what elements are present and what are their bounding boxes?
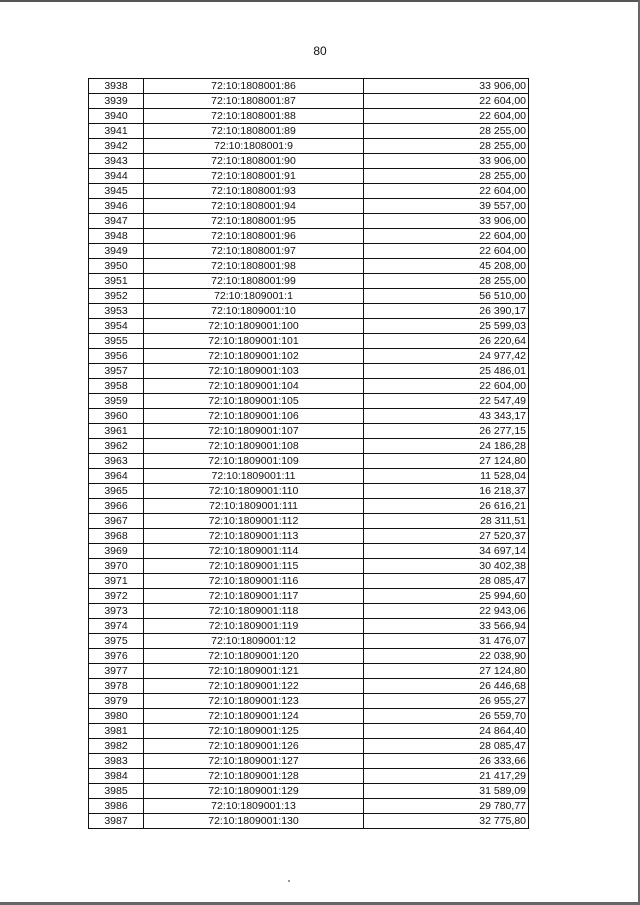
value-cell: 56 510,00 <box>364 289 529 304</box>
value-cell: 22 604,00 <box>364 109 529 124</box>
table-row <box>89 799 529 814</box>
value-cell: 11 528,04 <box>364 469 529 484</box>
cadastral-number-cell: 72:10:1809001:104 <box>144 379 364 394</box>
table-row <box>89 169 529 184</box>
cadastral-number-cell: 72:10:1808001:89 <box>144 124 364 139</box>
row-number-cell: 3938 <box>89 79 144 94</box>
table-row <box>89 574 529 589</box>
table-row <box>89 379 529 394</box>
value-cell: 28 311,51 <box>364 514 529 529</box>
cadastral-number-cell: 72:10:1808001:97 <box>144 244 364 259</box>
cadastral-number-cell: 72:10:1809001:11 <box>144 469 364 484</box>
table-row <box>89 529 529 544</box>
table-row <box>89 289 529 304</box>
row-number-cell: 3979 <box>89 694 144 709</box>
table-row <box>89 739 529 754</box>
table-row <box>89 124 529 139</box>
cadastral-number-cell: 72:10:1809001:10 <box>144 304 364 319</box>
table-row <box>89 649 529 664</box>
cadastral-number-cell: 72:10:1809001:118 <box>144 604 364 619</box>
row-number-cell: 3968 <box>89 529 144 544</box>
cadastral-number-cell: 72:10:1809001:122 <box>144 679 364 694</box>
row-number-cell: 3964 <box>89 469 144 484</box>
cadastral-number-cell: 72:10:1809001:108 <box>144 439 364 454</box>
table-row <box>89 304 529 319</box>
row-number-cell: 3986 <box>89 799 144 814</box>
value-cell: 31 476,07 <box>364 634 529 649</box>
value-cell: 33 906,00 <box>364 79 529 94</box>
table-row <box>89 229 529 244</box>
row-number-cell: 3970 <box>89 559 144 574</box>
table-row <box>89 244 529 259</box>
row-number-cell: 3963 <box>89 454 144 469</box>
value-cell: 28 255,00 <box>364 124 529 139</box>
cadastral-number-cell: 72:10:1809001:116 <box>144 574 364 589</box>
row-number-cell: 3978 <box>89 679 144 694</box>
cadastral-number-cell: 72:10:1809001:103 <box>144 364 364 379</box>
value-cell: 28 255,00 <box>364 139 529 154</box>
cadastral-number-cell: 72:10:1808001:88 <box>144 109 364 124</box>
value-cell: 24 186,28 <box>364 439 529 454</box>
row-number-cell: 3977 <box>89 664 144 679</box>
row-number-cell: 3971 <box>89 574 144 589</box>
cadastral-number-cell: 72:10:1809001:114 <box>144 544 364 559</box>
row-number-cell: 3983 <box>89 754 144 769</box>
row-number-cell: 3943 <box>89 154 144 169</box>
row-number-cell: 3949 <box>89 244 144 259</box>
row-number-cell: 3951 <box>89 274 144 289</box>
value-cell: 29 780,77 <box>364 799 529 814</box>
table-row <box>89 709 529 724</box>
row-number-cell: 3966 <box>89 499 144 514</box>
value-cell: 24 977,42 <box>364 349 529 364</box>
value-cell: 28 085,47 <box>364 574 529 589</box>
table-row <box>89 604 529 619</box>
value-cell: 34 697,14 <box>364 544 529 559</box>
value-cell: 22 604,00 <box>364 229 529 244</box>
row-number-cell: 3946 <box>89 199 144 214</box>
cadastral-number-cell: 72:10:1809001:127 <box>144 754 364 769</box>
row-number-cell: 3954 <box>89 319 144 334</box>
table-row <box>89 484 529 499</box>
table-row <box>89 319 529 334</box>
value-cell: 26 955,27 <box>364 694 529 709</box>
cadastral-number-cell: 72:10:1809001:107 <box>144 424 364 439</box>
table-row <box>89 79 529 94</box>
cadastral-number-cell: 72:10:1808001:9 <box>144 139 364 154</box>
value-cell: 26 390,17 <box>364 304 529 319</box>
table-row <box>89 664 529 679</box>
table-row <box>89 769 529 784</box>
cadastral-number-cell: 72:10:1809001:128 <box>144 769 364 784</box>
table-row <box>89 454 529 469</box>
table-row <box>89 259 529 274</box>
cadastral-number-cell: 72:10:1809001:109 <box>144 454 364 469</box>
cadastral-number-cell: 72:10:1809001:100 <box>144 319 364 334</box>
value-cell: 26 333,66 <box>364 754 529 769</box>
value-cell: 28 255,00 <box>364 169 529 184</box>
table-row <box>89 619 529 634</box>
row-number-cell: 3985 <box>89 784 144 799</box>
table-row <box>89 754 529 769</box>
value-cell: 33 906,00 <box>364 154 529 169</box>
row-number-cell: 3972 <box>89 589 144 604</box>
row-number-cell: 3967 <box>89 514 144 529</box>
table-row <box>89 814 529 829</box>
cadastral-number-cell: 72:10:1809001:130 <box>144 814 364 829</box>
cadastral-number-cell: 72:10:1809001:121 <box>144 664 364 679</box>
value-cell: 25 994,60 <box>364 589 529 604</box>
cadastral-table <box>88 78 529 829</box>
cadastral-number-cell: 72:10:1809001:105 <box>144 394 364 409</box>
cadastral-number-cell: 72:10:1809001:115 <box>144 559 364 574</box>
row-number-cell: 3961 <box>89 424 144 439</box>
value-cell: 33 566,94 <box>364 619 529 634</box>
cadastral-number-cell: 72:10:1809001:110 <box>144 484 364 499</box>
table-row <box>89 154 529 169</box>
value-cell: 27 520,37 <box>364 529 529 544</box>
table-row <box>89 184 529 199</box>
row-number-cell: 3981 <box>89 724 144 739</box>
row-number-cell: 3956 <box>89 349 144 364</box>
value-cell: 22 604,00 <box>364 244 529 259</box>
table-row <box>89 214 529 229</box>
table-row <box>89 634 529 649</box>
value-cell: 22 547,49 <box>364 394 529 409</box>
row-number-cell: 3957 <box>89 364 144 379</box>
row-number-cell: 3940 <box>89 109 144 124</box>
cadastral-number-cell: 72:10:1809001:117 <box>144 589 364 604</box>
table-row <box>89 109 529 124</box>
row-number-cell: 3974 <box>89 619 144 634</box>
row-number-cell: 3952 <box>89 289 144 304</box>
cadastral-number-cell: 72:10:1809001:106 <box>144 409 364 424</box>
cadastral-number-cell: 72:10:1808001:95 <box>144 214 364 229</box>
row-number-cell: 3947 <box>89 214 144 229</box>
table-row <box>89 424 529 439</box>
table-row <box>89 199 529 214</box>
row-number-cell: 3962 <box>89 439 144 454</box>
row-number-cell: 3944 <box>89 169 144 184</box>
table-row <box>89 334 529 349</box>
cadastral-number-cell: 72:10:1809001:124 <box>144 709 364 724</box>
value-cell: 43 343,17 <box>364 409 529 424</box>
value-cell: 22 038,90 <box>364 649 529 664</box>
table-row <box>89 394 529 409</box>
row-number-cell: 3939 <box>89 94 144 109</box>
cadastral-number-cell: 72:10:1809001:113 <box>144 529 364 544</box>
table-row <box>89 514 529 529</box>
value-cell: 26 446,68 <box>364 679 529 694</box>
value-cell: 26 559,70 <box>364 709 529 724</box>
value-cell: 32 775,80 <box>364 814 529 829</box>
row-number-cell: 3941 <box>89 124 144 139</box>
cadastral-number-cell: 72:10:1809001:126 <box>144 739 364 754</box>
table-row <box>89 409 529 424</box>
value-cell: 24 864,40 <box>364 724 529 739</box>
cadastral-number-cell: 72:10:1809001:119 <box>144 619 364 634</box>
cadastral-number-cell: 72:10:1809001:123 <box>144 694 364 709</box>
cadastral-number-cell: 72:10:1809001:125 <box>144 724 364 739</box>
cadastral-number-cell: 72:10:1808001:93 <box>144 184 364 199</box>
value-cell: 27 124,80 <box>364 664 529 679</box>
cadastral-number-cell: 72:10:1809001:120 <box>144 649 364 664</box>
cadastral-number-cell: 72:10:1808001:98 <box>144 259 364 274</box>
row-number-cell: 3984 <box>89 769 144 784</box>
value-cell: 25 486,01 <box>364 364 529 379</box>
cadastral-number-cell: 72:10:1809001:101 <box>144 334 364 349</box>
value-cell: 16 218,37 <box>364 484 529 499</box>
value-cell: 33 906,00 <box>364 214 529 229</box>
value-cell: 39 557,00 <box>364 199 529 214</box>
value-cell: 26 220,64 <box>364 334 529 349</box>
table-row <box>89 139 529 154</box>
cadastral-number-cell: 72:10:1809001:13 <box>144 799 364 814</box>
row-number-cell: 3973 <box>89 604 144 619</box>
table-row <box>89 694 529 709</box>
table-row <box>89 724 529 739</box>
table-row <box>89 469 529 484</box>
value-cell: 27 124,80 <box>364 454 529 469</box>
row-number-cell: 3950 <box>89 259 144 274</box>
row-number-cell: 3965 <box>89 484 144 499</box>
table-row <box>89 679 529 694</box>
row-number-cell: 3953 <box>89 304 144 319</box>
row-number-cell: 3982 <box>89 739 144 754</box>
table-row <box>89 499 529 514</box>
table-row <box>89 544 529 559</box>
table-row <box>89 589 529 604</box>
row-number-cell: 3976 <box>89 649 144 664</box>
scan-edge-top <box>0 0 640 2</box>
cadastral-number-cell: 72:10:1809001:12 <box>144 634 364 649</box>
cadastral-table-body <box>89 79 529 829</box>
table-row <box>89 784 529 799</box>
value-cell: 22 943,06 <box>364 604 529 619</box>
row-number-cell: 3958 <box>89 379 144 394</box>
row-number-cell: 3980 <box>89 709 144 724</box>
table-row <box>89 364 529 379</box>
cadastral-table-container <box>88 78 529 829</box>
value-cell: 30 402,38 <box>364 559 529 574</box>
row-number-cell: 3975 <box>89 634 144 649</box>
page-number: 80 <box>313 44 327 58</box>
value-cell: 25 599,03 <box>364 319 529 334</box>
cadastral-number-cell: 72:10:1809001:102 <box>144 349 364 364</box>
table-row <box>89 559 529 574</box>
cadastral-number-cell: 72:10:1809001:111 <box>144 499 364 514</box>
cadastral-number-cell: 72:10:1809001:1 <box>144 289 364 304</box>
row-number-cell: 3942 <box>89 139 144 154</box>
table-row <box>89 274 529 289</box>
value-cell: 28 255,00 <box>364 274 529 289</box>
cadastral-number-cell: 72:10:1808001:94 <box>144 199 364 214</box>
cadastral-number-cell: 72:10:1808001:86 <box>144 79 364 94</box>
value-cell: 22 604,00 <box>364 184 529 199</box>
row-number-cell: 3945 <box>89 184 144 199</box>
row-number-cell: 3959 <box>89 394 144 409</box>
row-number-cell: 3960 <box>89 409 144 424</box>
value-cell: 22 604,00 <box>364 94 529 109</box>
cadastral-number-cell: 72:10:1808001:87 <box>144 94 364 109</box>
value-cell: 21 417,29 <box>364 769 529 784</box>
table-row <box>89 349 529 364</box>
table-row <box>89 94 529 109</box>
cadastral-number-cell: 72:10:1808001:96 <box>144 229 364 244</box>
row-number-cell: 3987 <box>89 814 144 829</box>
cadastral-number-cell: 72:10:1808001:99 <box>144 274 364 289</box>
cadastral-number-cell: 72:10:1808001:90 <box>144 154 364 169</box>
row-number-cell: 3969 <box>89 544 144 559</box>
cadastral-number-cell: 72:10:1809001:129 <box>144 784 364 799</box>
cadastral-number-cell: 72:10:1808001:91 <box>144 169 364 184</box>
cadastral-number-cell: 72:10:1809001:112 <box>144 514 364 529</box>
row-number-cell: 3955 <box>89 334 144 349</box>
value-cell: 28 085,47 <box>364 739 529 754</box>
row-number-cell: 3948 <box>89 229 144 244</box>
value-cell: 26 616,21 <box>364 499 529 514</box>
value-cell: 31 589,09 <box>364 784 529 799</box>
value-cell: 45 208,00 <box>364 259 529 274</box>
value-cell: 26 277,15 <box>364 424 529 439</box>
table-row <box>89 439 529 454</box>
value-cell: 22 604,00 <box>364 379 529 394</box>
scan-speck <box>288 880 290 882</box>
